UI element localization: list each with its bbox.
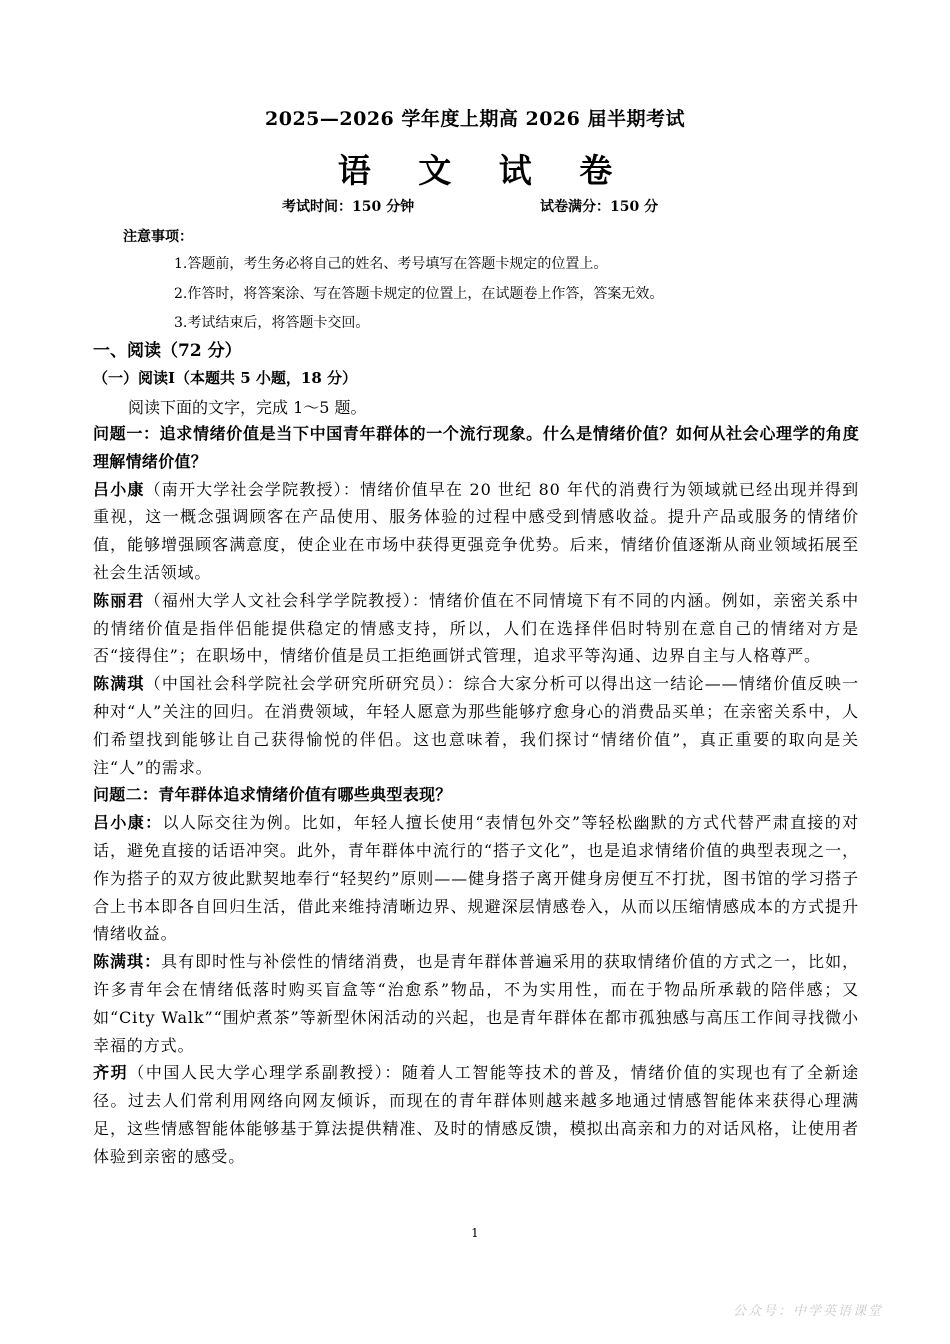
- reading-instruction: 阅读下面的文字，完成 1～5 题。: [128, 398, 367, 417]
- paragraph-text: 以人际交往为例。比如，年轻人擅长使用“表情包外交”等轻松幽默的方式代替严肃直接的对话，避免直接的话语冲突。此外，青年群体中流行的“搭子文化”，也是追求情绪价值的典型表现之一，作为搭子的双方彼此默契地奉行“轻契约”原则——健身搭子离开健身房便互不打扰，图书馆的学习搭子合上书本即各自回归生活，借此来维持清晰边界、规避深层情感卷入，从而以压缩情感成本的方式提升情绪收益。: [93, 813, 859, 944]
- notice-heading: 注意事项：: [123, 229, 193, 245]
- paragraph-text: （南开大学社会学院教授）：情绪价值早在 20 世纪 80 年代的消费行为领域就已经出现并得到重视，这一概念强调顾客在产品使用、服务体验的过程中感受到情感收益。提升产品或服务的情绪价值，能够增强顾客满意度，使企业在市场中获得更强竞争优势。后来，情绪价值逐渐从商业领域拓展至社会生活领域。: [93, 479, 859, 582]
- notice-item-2: 2.作答时，将答案涂、写在答题卡规定的位置上，在试题卷上作答，答案无效。: [174, 286, 664, 302]
- paragraph-text: （福州大学人文社会科学学院教授）：情绪价值在不同情境下有不同的内涵。例如，亲密关系中的情绪价值是指伴侣能提供稳定的情感支持，所以，人们在选择伴侣时特别在意自己的情绪对方是否“接得住”；在职场中，情绪价值是员工拒绝画饼式管理，追求平等沟通、边界自主与人格尊严。: [93, 590, 859, 666]
- paragraph-lv-xiaokang-2: [93, 809, 859, 948]
- speaker-name: 陈满琪: [93, 674, 145, 694]
- subject-title: 语 文 试 卷: [337, 151, 631, 190]
- question-one: 问题一：追求情绪价值是当下中国青年群体的一个流行现象。什么是情绪价值？如何从社会心理学的角度理解情绪价值？: [93, 424, 859, 471]
- exam-time: 考试时间：150 分钟: [282, 199, 415, 215]
- part-title: 一、阅读（72 分）: [93, 341, 242, 361]
- exam-title: 2025—2026 学年度上期高 2026 届半期考试: [265, 108, 685, 130]
- paragraph-qi-yue: [93, 1059, 859, 1170]
- notice-item-1: 1.答题前，考生务必将自己的姓名、考号填写在答题卡规定的位置上。: [174, 256, 608, 272]
- paragraph-chen-lijun: [93, 587, 859, 670]
- page-number: 1: [471, 1226, 479, 1240]
- paragraph-chen-manqi-2: [93, 948, 859, 1059]
- speaker-name: 陈丽君: [93, 590, 145, 610]
- watermark: 公众号：中学英语课堂: [733, 1304, 884, 1319]
- full-score: 试卷满分：150 分: [540, 199, 659, 215]
- paragraph-text: （中国人民大学心理学系副教授）：随着人工智能等技术的普及，情绪价值的实现也有了全新途径。过去人们常利用网络向网友倾诉，而现在的青年群体则越来越多地通过情感智能体来获得心理满足，这些情感智能体能够基于算法提供精准、及时的情感反馈，模拟出高亲和力的对话风格，让使用者体验到亲密的感受。: [93, 1063, 859, 1166]
- paragraph-chen-manqi: [93, 670, 859, 781]
- paragraph-lv-xiaokang: [93, 476, 859, 587]
- paragraph-text: （中国社会科学院社会学研究所研究员）：综合大家分析可以得出这一结论——情绪价值反映一种对“人”关注的回归。在消费领域，年轻人愿意为那些能够疗愈身心的消费品买单；在亲密关系中，人们希望找到能够让自己获得愉悦的伴侣。这也意味着，我们探讨“情绪价值”，真正重要的取向是关注“人”的需求。: [93, 674, 860, 777]
- speaker-name: 吕小康：: [93, 813, 163, 833]
- speaker-name: 吕小康: [93, 479, 145, 499]
- reading-passage: [93, 420, 859, 1171]
- speaker-name: 陈满琪：: [93, 952, 162, 972]
- subsection-title: （一）阅读Ⅰ（本题共 5 小题，18 分）: [93, 369, 357, 387]
- speaker-name: 齐玥: [93, 1063, 129, 1083]
- paragraph-text: 具有即时性与补偿性的情绪消费，也是青年群体普遍采用的获取情绪价值的方式之一，比如，许多青年会在情绪低落时购买盲盒等“治愈系”物品，不为实用性，而在于物品所承载的陪伴感；又如“City Walk”“围炉煮茶”等新型休闲活动的兴起，也是青年群体在都市孤独感与高压工作间寻找微小幸福的方式。: [93, 952, 859, 1055]
- question-two: 问题二：青年群体追求情绪价值有哪些典型表现？: [93, 785, 452, 805]
- notice-item-3: 3.考试结束后，将答题卡交回。: [174, 315, 370, 331]
